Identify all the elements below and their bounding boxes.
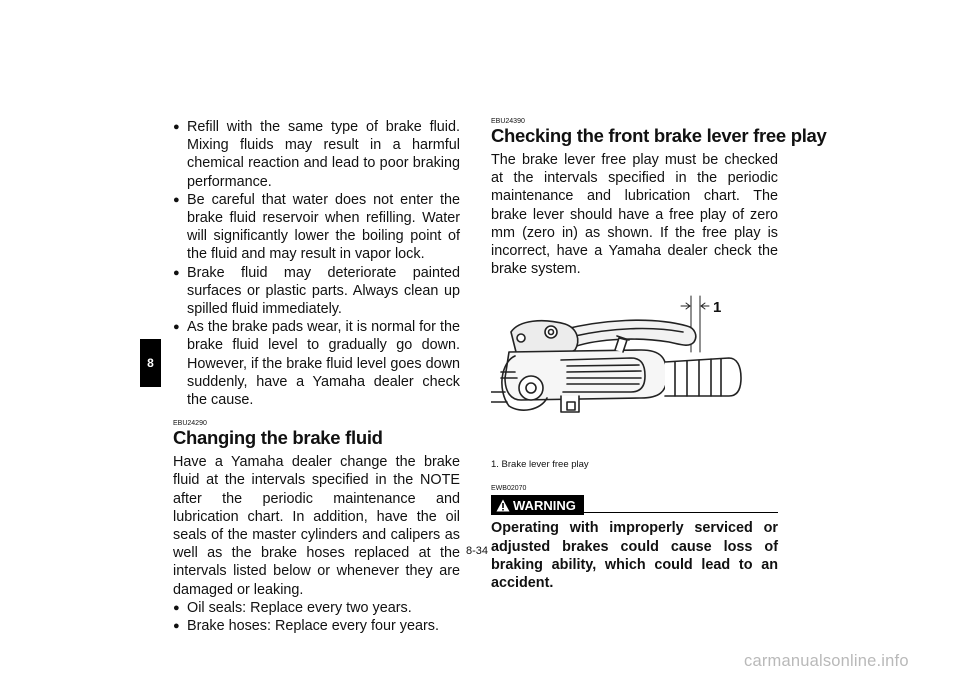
brake-lever-figure	[491, 292, 778, 452]
list-item: ● Oil seals: Replace every two years.	[173, 599, 412, 616]
warning-label: WARNING	[513, 497, 576, 513]
bullet-icon: ●	[173, 121, 180, 133]
list-item: ● Be careful that water does not enter the brake fluid reservoir when refilling. Water will significantly lower the boiling point of the fluid and may result in vapor lock.	[173, 191, 460, 263]
warning-rule	[584, 512, 778, 513]
bullet-icon: ●	[173, 193, 180, 206]
changing-brake-fluid-section	[173, 420, 460, 635]
bullet-icon: ●	[173, 266, 180, 279]
chapter-tab: 8	[140, 339, 161, 387]
section-body: Have a Yamaha dealer change the brake fluid at the intervals specified in the NOTE after the periodic maintenance and lubrication chart. In addition, have the oil seals of the master cylinders and calipers as well as the brake hoses replaced at the intervals listed below or whenever they are damaged or leaking.	[173, 454, 460, 598]
brake-fluid-bullet-list	[173, 118, 460, 409]
brake-lever-illustration	[491, 292, 778, 452]
list-item: ● As the brake pads wear, it is normal for the brake fluid level to gradually go down. However, if the brake fluid level goes down suddenly, have a Yamaha dealer check the cause.	[173, 319, 460, 409]
section-body: The brake lever free play must be checked at the intervals specified in the periodic maintenance and lubrication chart. The brake lever should have a free play of zero mm (zero in) as shown. If the free play is incorrect, have a Yamaha dealer check the brake system.	[491, 152, 778, 278]
warning-text: Operating with improperly serviced or adjusted brakes could cause loss of braking ability, which could lead to an accident.	[491, 520, 778, 592]
right-column	[491, 118, 827, 592]
bullet-icon: ●	[173, 601, 180, 614]
section-code: EBU24390	[491, 118, 525, 125]
warning-badge	[491, 495, 584, 515]
warning-header	[491, 495, 778, 515]
watermark: carmanualsonline.info	[744, 652, 909, 670]
section-code: EBU24290	[173, 420, 207, 428]
warning-code: EWB02070	[491, 485, 527, 493]
figure-caption: 1. Brake lever free play	[491, 459, 589, 471]
section-title: Changing the brake fluid	[173, 427, 383, 449]
figure-callout-number: 1	[713, 299, 722, 317]
replacement-bullet-list	[173, 599, 460, 635]
list-item: ● Brake hoses: Replace every four years.	[173, 618, 439, 635]
warning-block	[491, 485, 778, 592]
list-item: ● Brake fluid may deteriorate painted surfaces or plastic parts. Always clean up spilled fluid immediately.	[173, 264, 460, 318]
bullet-icon: ●	[173, 620, 180, 633]
left-column	[173, 118, 460, 635]
page-number: 8-34	[466, 545, 489, 557]
bullet-icon: ●	[173, 321, 180, 334]
list-item: ● Refill with the same type of brake fluid. Mixing fluids may result in a harmful chemical reaction and lead to poor braking performance.	[173, 119, 460, 190]
section-title: Checking the front brake lever free play	[491, 125, 827, 146]
warning-triangle-icon	[496, 499, 510, 512]
